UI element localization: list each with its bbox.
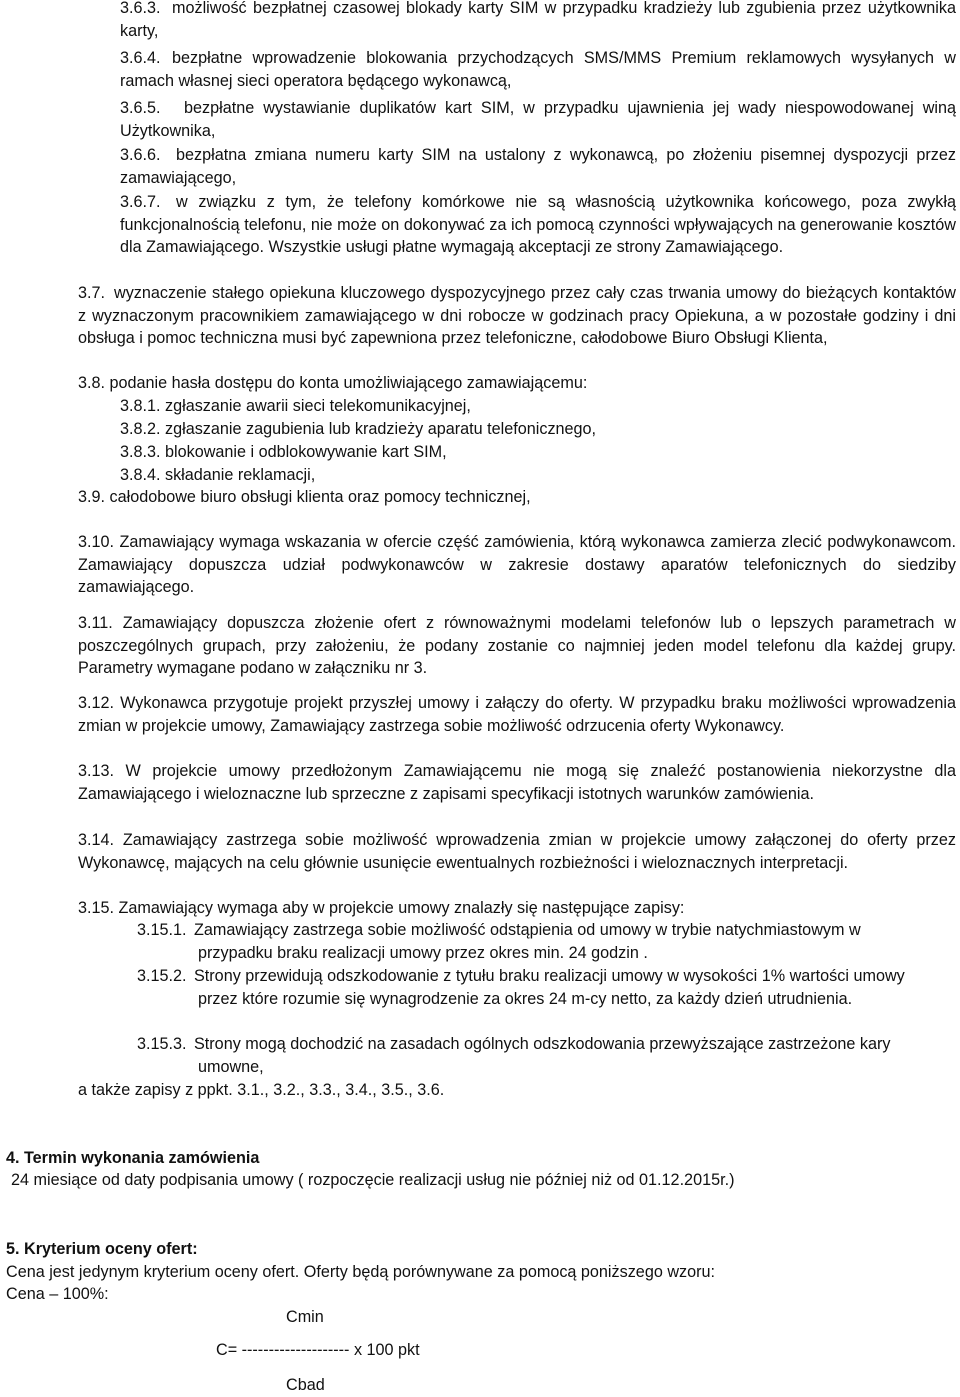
section-5-line-1: Cena jest jedynym kryterium oceny ofert. Oferty będą porównywane za pomocą poniższego wzoru:	[6, 1263, 715, 1281]
item-3-15-1-number: 3.15.1.	[137, 921, 187, 939]
section-5-heading: 5. Kryterium oceny ofert:	[6, 1240, 198, 1258]
item-3-15-2: Strony przewidują odszkodowanie z tytułu braku realizacji umowy w wysokości 1% wartości umowy przez które rozumie się wynagrodzenie za okres 24 m-cy netto, za każdy dzień utrudnienia.	[194, 967, 905, 1008]
formula-numerator: Cmin	[286, 1308, 324, 1326]
item-3-15: 3.15. Zamawiający wymaga aby w projekcie umowy znalazły się następujące zapisy:	[78, 899, 685, 917]
item-3-6-4-number: 3.6.4.	[120, 49, 161, 67]
item-3-15-3-number: 3.15.3.	[137, 1035, 187, 1053]
item-3-8: 3.8. podanie hasła dostępu do konta umożliwiającego zamawiającemu:	[78, 374, 588, 392]
item-3-6-5-number: 3.6.5.	[120, 99, 161, 117]
item-3-9: 3.9. całodobowe biuro obsługi klienta oraz pomocy technicznej,	[78, 488, 531, 506]
item-3-15-3: Strony mogą dochodzić na zasadach ogólnych odszkodowania przewyższające zastrzeżone kary umowne,	[194, 1035, 891, 1076]
item-3-7-number: 3.7.	[78, 284, 106, 302]
item-3-7: wyznaczenie stałego opiekuna kluczowego dyspozycyjnego przez cały czas trwania umowy do bieżących kontaktów z wyznaczonym pracownikiem zamawiającego w dni robocze w godzinach pracy Opiekuna, a w pozostałe godziny i dni obsługa i pomoc techniczna musi być zapewniona przez telefoniczne, całodobowe Biuro Obsługi Klienta,	[78, 284, 956, 348]
item-3-8-4: 3.8.4. składanie reklamacji,	[120, 466, 316, 484]
item-3-8-2: 3.8.2. zgłaszanie zagubienia lub kradzieży aparatu telefonicznego,	[120, 420, 597, 438]
item-3-6-7-number: 3.6.7.	[120, 193, 161, 211]
section-4-heading: 4. Termin wykonania zamówienia	[6, 1149, 260, 1167]
item-3-15-2-number: 3.15.2.	[137, 967, 187, 985]
item-3-6-3-number: 3.6.3.	[120, 0, 161, 17]
also-clauses-note: a także zapisy z ppkt. 3.1., 3.2., 3.3., 3.4., 3.5., 3.6.	[78, 1081, 445, 1099]
item-3-6-3: możliwość bezpłatnej czasowej blokady karty SIM w przypadku kradzieży lub zgubienia przez użytkownika karty,	[120, 0, 956, 40]
item-3-8-1: 3.8.1. zgłaszanie awarii sieci telekomunikacyjnej,	[120, 397, 471, 415]
item-3-11: 3.11. Zamawiający dopuszcza złożenie ofert z równoważnymi modelami telefonów lub o lepszych parametrach w poszczególnych grupach, przy założeniu, że podany zostanie co najmniej jeden model telefonu dla każdej grupy. Parametry wymagane podano w załączniku nr 3.	[78, 614, 956, 678]
item-3-6-5: bezpłatne wystawianie duplikatów kart SIM, w przypadku ujawnienia jej wady niespowodowanej winą Użytkownika,	[120, 99, 956, 140]
item-3-13: 3.13. W projekcie umowy przedłożonym Zamawiającemu nie mogą się znaleźć postanowienia niekorzystne dla Zamawiającego i wieloznaczne lub sprzeczne z zapisami specyfikacji istotnych warunków zamówienia.	[78, 762, 956, 803]
section-5-line-2: Cena – 100%:	[6, 1285, 109, 1303]
item-3-12: 3.12. Wykonawca przygotuje projekt przyszłej umowy i załączy do oferty. W przypadku braku możliwości wprowadzenia zmian w projekcie umowy, Zamawiający zastrzega sobie możliwość odrzucenia oferty Wykonawcy.	[78, 694, 956, 735]
formula-expression: C= -------------------- x 100 pkt	[216, 1341, 420, 1359]
section-4-text: 24 miesiące od daty podpisania umowy ( rozpoczęcie realizacji usług nie później niż od 01.12.2015r.)	[11, 1171, 735, 1189]
item-3-10: 3.10. Zamawiający wymaga wskazania w ofercie część zamówienia, którą wykonawca zamierza zlecić podwykonawcom. Zamawiający dopuszcza udział podwykonawców w zakresie dostawy aparatów telefonicznych do siedziby zamawiającego.	[78, 533, 956, 597]
item-3-15-1: Zamawiający zastrzega sobie możliwość odstąpienia od umowy w trybie natychmiastowym w przypadku braku realizacji umowy przez okres min. 24 godzin .	[194, 921, 861, 962]
item-3-8-3: 3.8.3. blokowanie i odblokowywanie kart SIM,	[120, 443, 447, 461]
item-3-6-6-number: 3.6.6.	[120, 146, 161, 164]
item-3-6-7: w związku z tym, że telefony komórkowe nie są własnością użytkownika końcowego, poza zwykłą funkcjonalnością telefonu, nie może on dokonywać za ich pomocą czynności wpływających na generowanie kosztów dla Zamawiającego. Wszystkie usługi płatne wymagają akceptacji ze strony Zamawiającego.	[120, 193, 956, 257]
item-3-14: 3.14. Zamawiający zastrzega sobie możliwość wprowadzenia zmian w projekcie umowy załączonej do oferty przez Wykonawcę, mających na celu głównie usunięcie ewentualnych rozbieżności i wieloznacznych interpretacji.	[78, 831, 956, 872]
item-3-6-4: bezpłatne wprowadzenie blokowania przychodzących SMS/MMS Premium reklamowych wysyłanych w ramach własnej sieci operatora będącego wykonawcą,	[120, 49, 956, 90]
formula-denominator: Cbad	[286, 1376, 325, 1394]
item-3-6-6: bezpłatna zmiana numeru karty SIM na ustalony z wykonawcą, po złożeniu pisemnej dyspozycji przez zamawiającego,	[120, 146, 956, 187]
